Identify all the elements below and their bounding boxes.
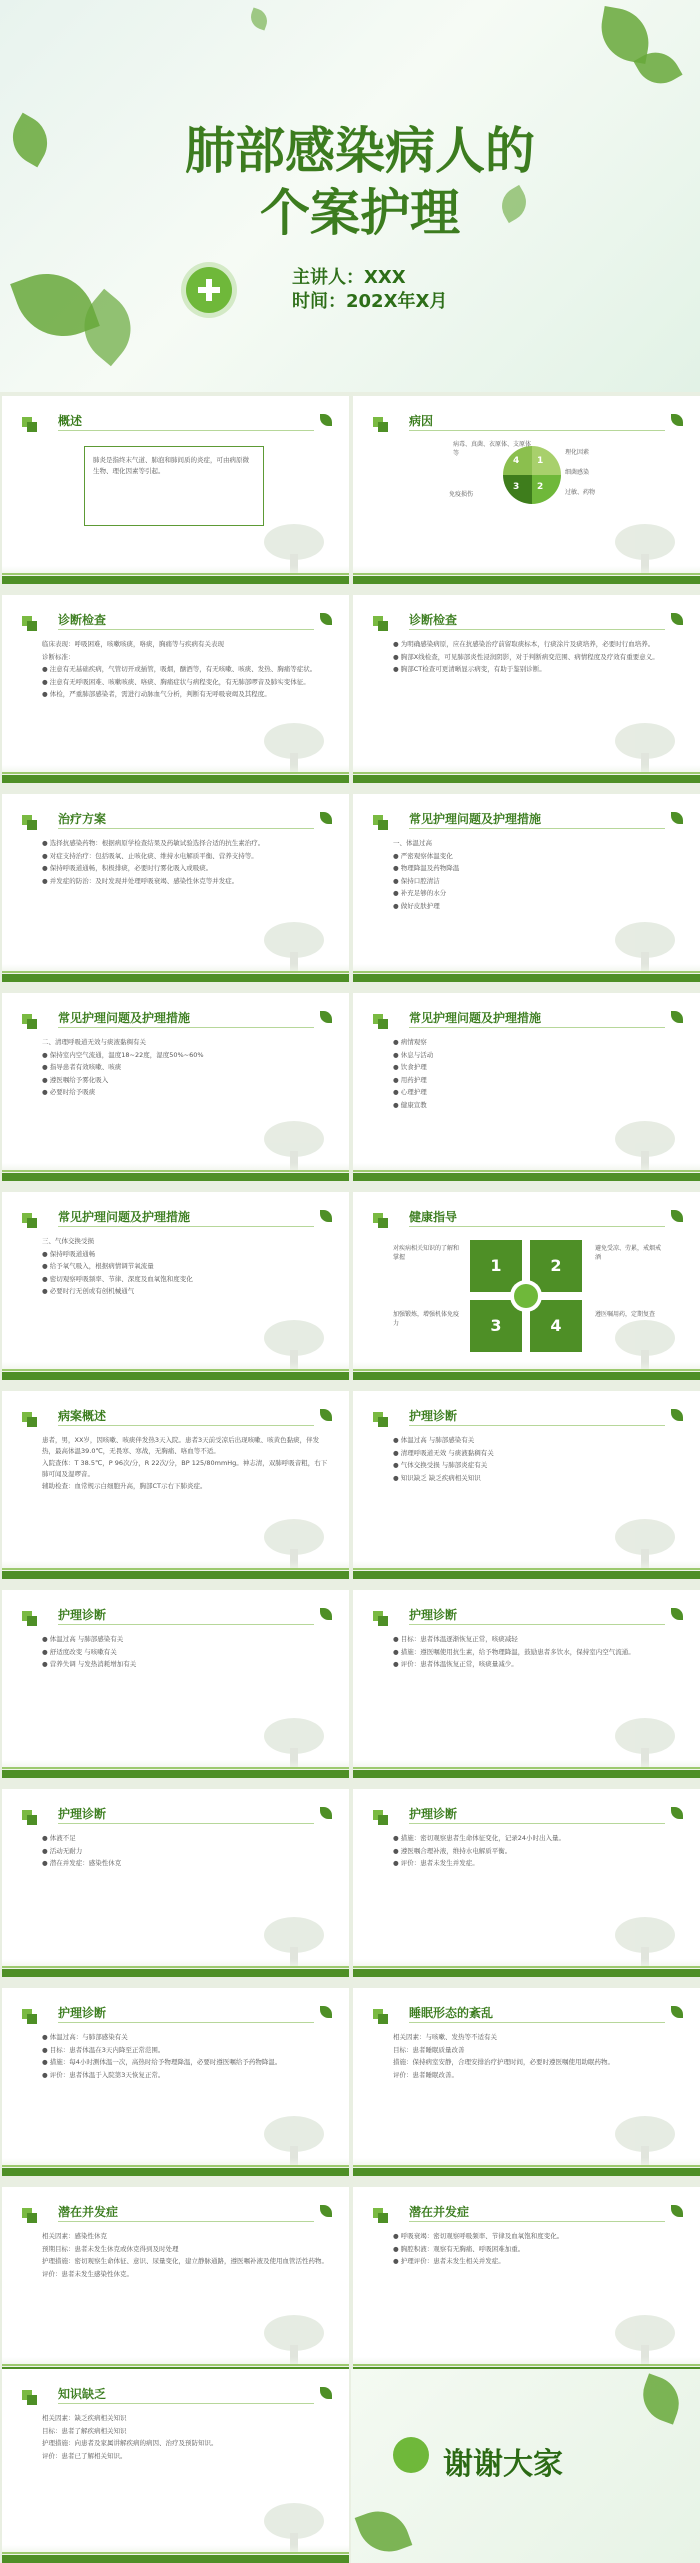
- header-marker: [22, 1213, 32, 1223]
- slide-header: [373, 1606, 683, 1626]
- slide-body: ● 体温过高 与肺部感染有关 ● 清理呼吸道无效 与痰液黏稠有关 ● 气体交换受损 与肺部炎症有关 ● 知识缺乏 缺乏疾病相关知识: [393, 1436, 494, 1482]
- slide-header: [22, 2004, 332, 2024]
- header-marker: [373, 1810, 383, 1820]
- content-slide: [2, 1192, 349, 1380]
- header-rule: [409, 1226, 665, 1227]
- content-slide: [353, 2187, 700, 2375]
- header-marker: [22, 2009, 32, 2019]
- leaf-icon: [671, 1409, 683, 1421]
- slide-title: 护理诊断: [409, 1608, 458, 1622]
- slide-footer-bar: [353, 1969, 700, 1977]
- header-rule: [58, 1425, 314, 1426]
- slide-header: [22, 412, 332, 432]
- header-marker: [373, 1014, 383, 1024]
- header-marker: [22, 2208, 32, 2218]
- header-marker: [373, 2009, 383, 2019]
- header-marker: [22, 1412, 32, 1422]
- slide-footer-bar: [353, 1571, 700, 1579]
- thanks-text: 谢谢大家: [443, 2447, 563, 2482]
- slide-footer-bar: [2, 2555, 349, 2563]
- slide-header: [373, 611, 683, 631]
- header-marker: [22, 1014, 32, 1024]
- slide-title: 概述: [58, 414, 83, 428]
- header-rule: [58, 2221, 314, 2222]
- header-rule: [409, 629, 665, 630]
- header-rule: [409, 1624, 665, 1625]
- slide-title: 常见护理问题及护理措施: [58, 1011, 191, 1025]
- header-marker: [22, 1810, 32, 1820]
- leaf-icon: [671, 1210, 683, 1222]
- header-rule: [58, 1027, 314, 1028]
- content-slide: [353, 993, 700, 1181]
- slide-header: [373, 1407, 683, 1427]
- slide-body: ● 体液不足 ● 活动无耐力 ● 潜在并发症：感染性休克: [42, 1834, 122, 1867]
- slide-body: ● 为明确感染病原，应在抗感染治疗前留取痰标本，行痰涂片及痰培养，必要时行血培养。 ● 胸部X线检查，可见肺部炎性浸润阴影，对于判断病变范围、病情程度及疗效有重要意义。 ● 胸部CT检查可更清晰显示病变，有助于鉴别诊断。: [393, 640, 659, 673]
- content-slide: [353, 794, 700, 982]
- header-rule: [58, 1226, 314, 1227]
- content-slide: 病因 1 2 3 4 病毒、真菌、衣原体、支原体等 理化因素 过敏、药物 免疫损伤 细菌感染: [353, 396, 700, 584]
- header-marker: [373, 1213, 383, 1223]
- slide-footer-bar: [353, 2168, 700, 2176]
- content-slide: [353, 1988, 700, 2176]
- content-slide: [2, 993, 349, 1181]
- slide-header: [22, 1407, 332, 1427]
- slide-header: [22, 611, 332, 631]
- slide-title: 护理诊断: [409, 1409, 458, 1423]
- leaf-icon: [671, 613, 683, 625]
- slide-body: 患者，男，XX岁，因咳嗽、咳痰伴发热3天入院。患者3天前受凉后出现咳嗽、咳黄色黏痰，伴发热，最高体温39.0℃，无畏寒、寒战，无胸痛、咯血等不适。 入院查体：T 38.5℃，P 96次/分，R 22次/分，BP 125/80mmHg。神志清，双肺呼吸音粗，右下肺可闻及湿啰音。 辅助检查：血常规示白细胞升高，胸部CT示右下肺炎症。: [42, 1436, 328, 1490]
- header-rule: [58, 2403, 314, 2404]
- content-slide: [2, 2187, 349, 2375]
- content-slide: [2, 396, 349, 584]
- slide-header: [373, 1009, 683, 1029]
- slide-footer-bar: [2, 1770, 349, 1778]
- guidance-grid: 1 2 3 4: [470, 1240, 582, 1352]
- content-slide: [2, 595, 349, 783]
- content-slide: [2, 1988, 349, 2176]
- header-marker: [22, 616, 32, 626]
- leaf-icon: [671, 2205, 683, 2217]
- slide-body: ● 选择抗感染药物：根据病原学检查结果及药敏试验选择合适的抗生素治疗。 ● 对症支持治疗：包括吸氧、止咳化痰、维持水电解质平衡、营养支持等。 ● 保持呼吸道通畅，积极排痰，必要时行雾化吸入或吸痰。 ● 并发症的防治：及时发现并处理呼吸衰竭、感染性休克等并发症。: [42, 839, 265, 885]
- header-rule: [409, 1823, 665, 1824]
- slide-footer-bar: [353, 1372, 700, 1380]
- slide-body: 三、气体交换受损 ● 保持呼吸道通畅 ● 给予氧气吸入，根据病情调节氧流量 ● 密切观察呼吸频率、节律、深度及血氧饱和度变化 ● 必要时行无创或有创机械通气: [42, 1237, 193, 1295]
- header-marker: [373, 2208, 383, 2218]
- slide-title: 护理诊断: [58, 1807, 107, 1821]
- header-marker: [22, 417, 32, 427]
- slide-title: 诊断检查: [409, 613, 458, 627]
- leaf-icon: [671, 1011, 683, 1023]
- content-slide: [2, 1391, 349, 1579]
- cover-slide: [0, 0, 700, 392]
- slide-footer-bar: [2, 974, 349, 982]
- header-rule: [58, 2022, 314, 2023]
- medical-cross-icon: [393, 2437, 429, 2473]
- slide-body: 一、体温过高 ● 严密观察体温变化 ● 物理降温及药物降温 ● 保持口腔清洁 ● 补充足够的水分 ● 做好皮肤护理: [393, 839, 460, 910]
- slide-footer-bar: [2, 2168, 349, 2176]
- slide-header: [22, 2203, 332, 2223]
- slide-header: [22, 1208, 332, 1228]
- content-slide: [2, 1789, 349, 1977]
- leaf-icon: [320, 2006, 332, 2018]
- slide-footer-bar: [2, 1571, 349, 1579]
- leaf-icon: [320, 613, 332, 625]
- slide-title: 常见护理问题及护理措施: [409, 812, 542, 826]
- header-rule: [58, 1823, 314, 1824]
- slide-footer-bar: [2, 775, 349, 783]
- header-rule: [58, 430, 314, 431]
- slide-body: ● 体温过高：与肺部感染有关 ● 目标：患者体温在3天内降至正常范围。 ● 措施：每4小时测体温一次，高热时给予物理降温，必要时遵医嘱给予药物降温。 ● 评价：患者体温于入院第3天恢复正常。: [42, 2033, 282, 2079]
- slide-title: 护理诊断: [409, 1807, 458, 1821]
- header-rule: [409, 430, 665, 431]
- slide-header: [373, 2203, 683, 2223]
- header-marker: [373, 616, 383, 626]
- slide-title: 治疗方案: [58, 812, 107, 826]
- leaf-icon: [671, 1807, 683, 1819]
- slide-footer-bar: [2, 1173, 349, 1181]
- slide-header: [373, 1208, 683, 1228]
- leaf-icon: [671, 1608, 683, 1620]
- leaf-icon: [320, 1409, 332, 1421]
- slide-footer-bar: [353, 1770, 700, 1778]
- content-slide: 健康指导 1 2 3 4 对疾病相关知识的了解和掌握 避免受凉、劳累，戒烟戒酒 加强锻炼，增强机体免疫力 遵医嘱用药，定期复查: [353, 1192, 700, 1380]
- slide-title: 潜在并发症: [58, 2205, 119, 2219]
- summary-box: 肺炎是指终末气道、肺泡和肺间质的炎症，可由病原微生物、理化因素等引起。: [84, 446, 264, 526]
- slide-header: [22, 1009, 332, 1029]
- header-rule: [409, 2221, 665, 2222]
- slide-footer-bar: [353, 974, 700, 982]
- slide-body: ● 病情观察 ● 休息与活动 ● 饮食护理 ● 用药护理 ● 心理护理 ● 健康宣教: [393, 1038, 434, 1109]
- leaf-icon: [320, 1608, 332, 1620]
- leaf-icon: [320, 1807, 332, 1819]
- slide-title: 常见护理问题及护理措施: [409, 1011, 542, 1025]
- slide-body: ● 措施：密切观察患者生命体征变化，记录24小时出入量。 ● 遵医嘱合理补液，维持水电解质平衡。 ● 评价：患者未发生并发症。: [393, 1834, 566, 1867]
- header-marker: [373, 417, 383, 427]
- leaf-icon: [320, 2205, 332, 2217]
- leaf-icon: [671, 414, 683, 426]
- slide-footer-bar: [2, 1969, 349, 1977]
- medical-cross-icon: [186, 267, 232, 313]
- header-marker: [373, 1611, 383, 1621]
- content-slide: [353, 1590, 700, 1778]
- header-rule: [409, 1425, 665, 1426]
- slide-footer-bar: [2, 576, 349, 584]
- slide-title: 健康指导: [409, 1210, 458, 1224]
- slide-footer-bar: [2, 1372, 349, 1380]
- slide-body: ● 目标：患者体温逐渐恢复正常，咳痰减轻 ● 措施：遵医嘱使用抗生素，给予物理降温，鼓励患者多饮水，保持室内空气流通。 ● 评价：患者体温恢复正常，咳痰量减少。: [393, 1635, 635, 1668]
- header-rule: [58, 629, 314, 630]
- slide-title: 睡眠形态的紊乱: [409, 2006, 494, 2020]
- slide-header: [22, 810, 332, 830]
- slide-header: [373, 810, 683, 830]
- cause-pie: 1 2 3 4: [503, 446, 561, 504]
- slide-header: [373, 2004, 683, 2024]
- header-rule: [409, 2022, 665, 2023]
- slide-header: [373, 1805, 683, 1825]
- leaf-icon: [320, 1011, 332, 1023]
- content-slide: [353, 595, 700, 783]
- header-marker: [22, 1611, 32, 1621]
- slide-title: 护理诊断: [58, 1608, 107, 1622]
- cover-title: 肺部感染病人的 个案护理: [185, 122, 535, 242]
- header-rule: [58, 828, 314, 829]
- slide-title: 知识缺乏: [58, 2387, 107, 2401]
- leaf-icon: [671, 812, 683, 824]
- slide-body: 临床表现：呼吸困难，咳嗽咳痰，咯痰，胸痛等与疾病有关表现 诊断标准： ● 注意有无基础疾病，气管切开或插管，吸烟，酗酒等，有无咳嗽、咳痰、发热、胸痛等症状。 ● 注意有无呼吸困难、咳嗽咳痰、咯痰、胸痛症状与病程变化，有无肺部啰音及肺实变体征。 ● 体检，严重肺部感染者，需进行动脉血气分析，判断有无呼吸衰竭及其程度。: [42, 640, 317, 698]
- leaf-icon: [320, 1210, 332, 1222]
- slide-header: [22, 1805, 332, 1825]
- header-marker: [22, 2390, 32, 2400]
- slide-header: [22, 1606, 332, 1626]
- cover-presenter: 主讲人：XXX 时间：202X年X月: [292, 267, 448, 312]
- slide-body: 相关因素：感染性休克 预期目标：患者未发生休克或休克得到及时处理 护理措施：密切观察生命体征、意识、尿量变化，建立静脉通路，遵医嘱补液及使用血管活性药物。 评价：患者未发生感染性休克。: [42, 2232, 328, 2278]
- header-marker: [373, 815, 383, 825]
- leaf-icon: [320, 2387, 332, 2399]
- slide-body: ● 体温过高 与肺部感染有关 ● 舒适度改变 与咳嗽有关 ● 营养失调 与发热消耗增加有关: [42, 1635, 137, 1668]
- content-slide: [353, 1391, 700, 1579]
- content-slide: [353, 1789, 700, 1977]
- header-rule: [409, 1027, 665, 1028]
- slide-footer-bar: [353, 576, 700, 584]
- slide-body: ● 呼吸衰竭：密切观察呼吸频率、节律及血氧饱和度变化。 ● 胸腔积液：观察有无胸痛、呼吸困难加重。 ● 护理评价：患者未发生相关并发症。: [393, 2232, 564, 2265]
- slide-header: [22, 2385, 332, 2405]
- header-marker: [373, 1412, 383, 1422]
- slide-title: 常见护理问题及护理措施: [58, 1210, 191, 1224]
- header-marker: [22, 815, 32, 825]
- slide-title: 护理诊断: [58, 2006, 107, 2020]
- content-slide: [2, 2369, 349, 2563]
- leaf-icon: [671, 2006, 683, 2018]
- slide-body: 二、清理呼吸道无效与痰液黏稠有关 ● 保持室内空气流通，温度18~22度，湿度50%~60% ● 指导患者有效咳嗽、咳痰 ● 遵医嘱给予雾化吸入 ● 必要时给予吸痰: [42, 1038, 204, 1096]
- slide-footer-bar: [353, 1173, 700, 1181]
- slide-title: 诊断检查: [58, 613, 107, 627]
- header-rule: [409, 828, 665, 829]
- slide-title: 病案概述: [58, 1409, 107, 1423]
- slide-body: 相关因素：缺乏疾病相关知识 目标：患者了解疾病相关知识 护理措施：向患者及家属讲解疾病的病因、治疗及预防知识。 评价：患者已了解相关知识。: [42, 2414, 218, 2460]
- leaf-icon: [320, 812, 332, 824]
- slide-body: 相关因素：与咳嗽、发热等不适有关 目标：患者睡眠质量改善 措施：保持病室安静，合理安排治疗护理时间，必要时遵医嘱使用助眠药物。 评价：患者睡眠改善。: [393, 2033, 614, 2079]
- slide-title: 病因: [409, 414, 434, 428]
- content-slide: [2, 1590, 349, 1778]
- slide-footer-bar: [353, 775, 700, 783]
- content-slide: [2, 794, 349, 982]
- header-rule: [58, 1624, 314, 1625]
- thanks-slide: [351, 2369, 700, 2563]
- leaf-icon: [320, 414, 332, 426]
- slide-title: 潜在并发症: [409, 2205, 470, 2219]
- slide-header: [373, 412, 683, 432]
